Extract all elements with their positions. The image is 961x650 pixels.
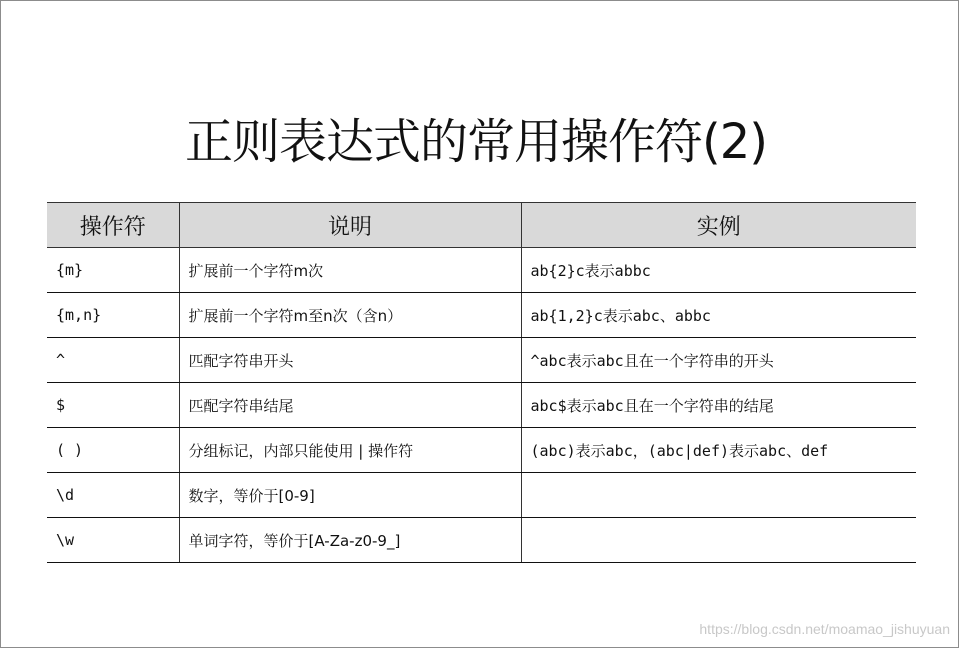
operator-cell: ^ bbox=[47, 338, 179, 383]
table-row bbox=[47, 518, 916, 563]
example-cell: ab{1,2}c表示abc、abbc bbox=[521, 293, 916, 338]
table-row bbox=[47, 293, 916, 338]
example-cell bbox=[521, 518, 916, 563]
table-row bbox=[47, 338, 916, 383]
operator-cell: ( ) bbox=[47, 428, 179, 473]
header-description: 说明 bbox=[179, 203, 521, 248]
operator-cell: {m} bbox=[47, 248, 179, 293]
header-example: 实例 bbox=[521, 203, 916, 248]
header-operator: 操作符 bbox=[47, 203, 179, 248]
table-row bbox=[47, 248, 916, 293]
operator-cell: {m,n} bbox=[47, 293, 179, 338]
table-row bbox=[47, 383, 916, 428]
watermark-text: https://blog.csdn.net/moamao_jishuyuan bbox=[699, 621, 950, 637]
description-cell: 单词字符，等价于[A-Za-z0-9_] bbox=[179, 518, 521, 563]
description-cell: 扩展前一个字符m至n次（含n） bbox=[179, 293, 521, 338]
operator-cell: \w bbox=[47, 518, 179, 563]
operator-cell: \d bbox=[47, 473, 179, 518]
operator-table bbox=[47, 202, 916, 563]
example-cell: ab{2}c表示abbc bbox=[521, 248, 916, 293]
table-header-row bbox=[47, 203, 916, 248]
description-cell: 数字，等价于[0-9] bbox=[179, 473, 521, 518]
table-row bbox=[47, 473, 916, 518]
description-cell: 扩展前一个字符m次 bbox=[179, 248, 521, 293]
table-row bbox=[47, 428, 916, 473]
example-cell: abc$表示abc且在一个字符串的结尾 bbox=[521, 383, 916, 428]
example-cell: ^abc表示abc且在一个字符串的开头 bbox=[521, 338, 916, 383]
description-cell: 匹配字符串结尾 bbox=[179, 383, 521, 428]
example-cell bbox=[521, 473, 916, 518]
description-cell: 匹配字符串开头 bbox=[179, 338, 521, 383]
operator-cell: $ bbox=[47, 383, 179, 428]
description-cell: 分组标记，内部只能使用 | 操作符 bbox=[179, 428, 521, 473]
slide-title: 正则表达式的常用操作符(2) bbox=[185, 114, 767, 170]
example-cell: (abc)表示abc，(abc|def)表示abc、def bbox=[521, 428, 916, 473]
